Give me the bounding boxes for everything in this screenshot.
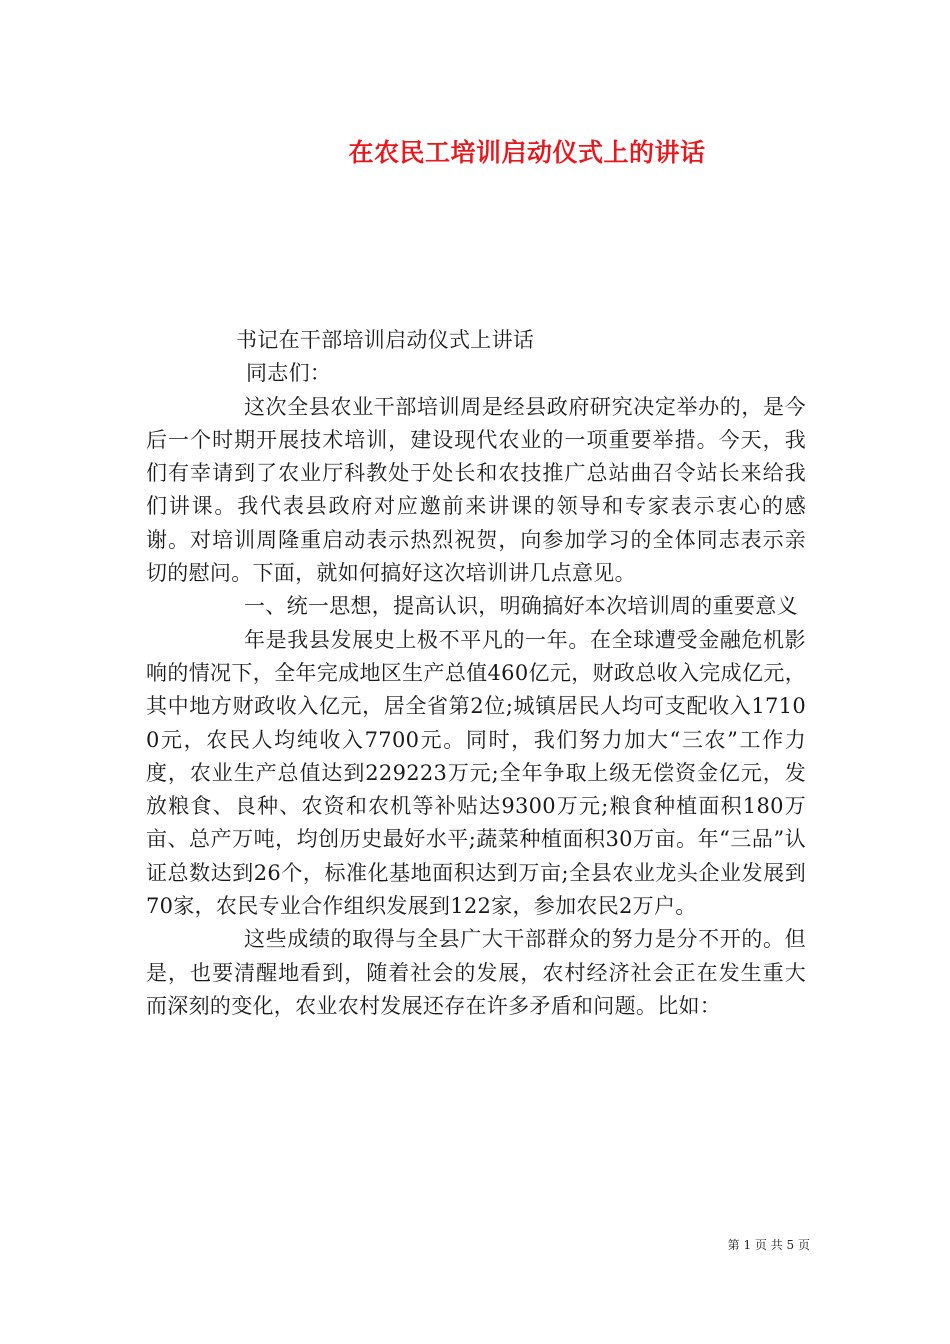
document-body — [146, 324, 806, 1023]
section-heading-one: 一、统一思想，提高认识，明确搞好本次培训周的重要意义 — [244, 594, 798, 619]
page-number: 第 1 页 共 5 页 — [727, 1238, 810, 1252]
paragraph-problems: 这些成绩的取得与全县广大干部群众的努力是分不开的。但是，也要清醒地看到，随着社会的发展，农村经济社会正在发生重大而深刻的变化，农业农村发展还存在许多矛盾和问题。比如： — [146, 927, 806, 1018]
speech-subtitle: 书记在干部培训启动仪式上讲话 — [236, 328, 535, 352]
paragraph-achievements: 年是我县发展史上极不平凡的一年。在全球遭受金融危机影响的情况下，全年完成地区生产总值460亿元，财政总收入完成亿元，其中地方财政收入亿元，居全省第2位;城镇居民人均可支配收入17100元，农民人均纯收入7700元。同时，我们努力加大“三农”工作力度，农业生产总值达到229223万元;全年争取上级无偿资金亿元，发放粮食、良种、农资和农机等补贴达9300万元;粮食种植面积180万亩、总产万吨，均创历史最好水平;蔬菜种植面积30万亩。年“三品”认证总数达到26个，标准化基地面积达到万亩;全县农业龙头企业发展到70家，农民专业合作组织发展到122家，参加农民2万户。 — [146, 627, 806, 919]
salutation: 同志们： — [246, 361, 332, 386]
paragraph-intro: 这次全县农业干部培训周是经县政府研究决定举办的，是今后一个时期开展技术培训，建设现代农业的一项重要举措。今天，我们有幸请到了农业厅科教处于处长和农技推广总站曲召令站长来给我们讲课。我代表县政府对应邀前来讲课的领导和专家表示衷心的感谢。对培训周隆重启动表示热烈祝贺，向参加学习的全体同志表示亲切的慰问。下面，就如何搞好这次培训讲几点意见。 — [146, 394, 806, 586]
document-title: 在农民工培训启动仪式上的讲话 — [348, 138, 706, 167]
